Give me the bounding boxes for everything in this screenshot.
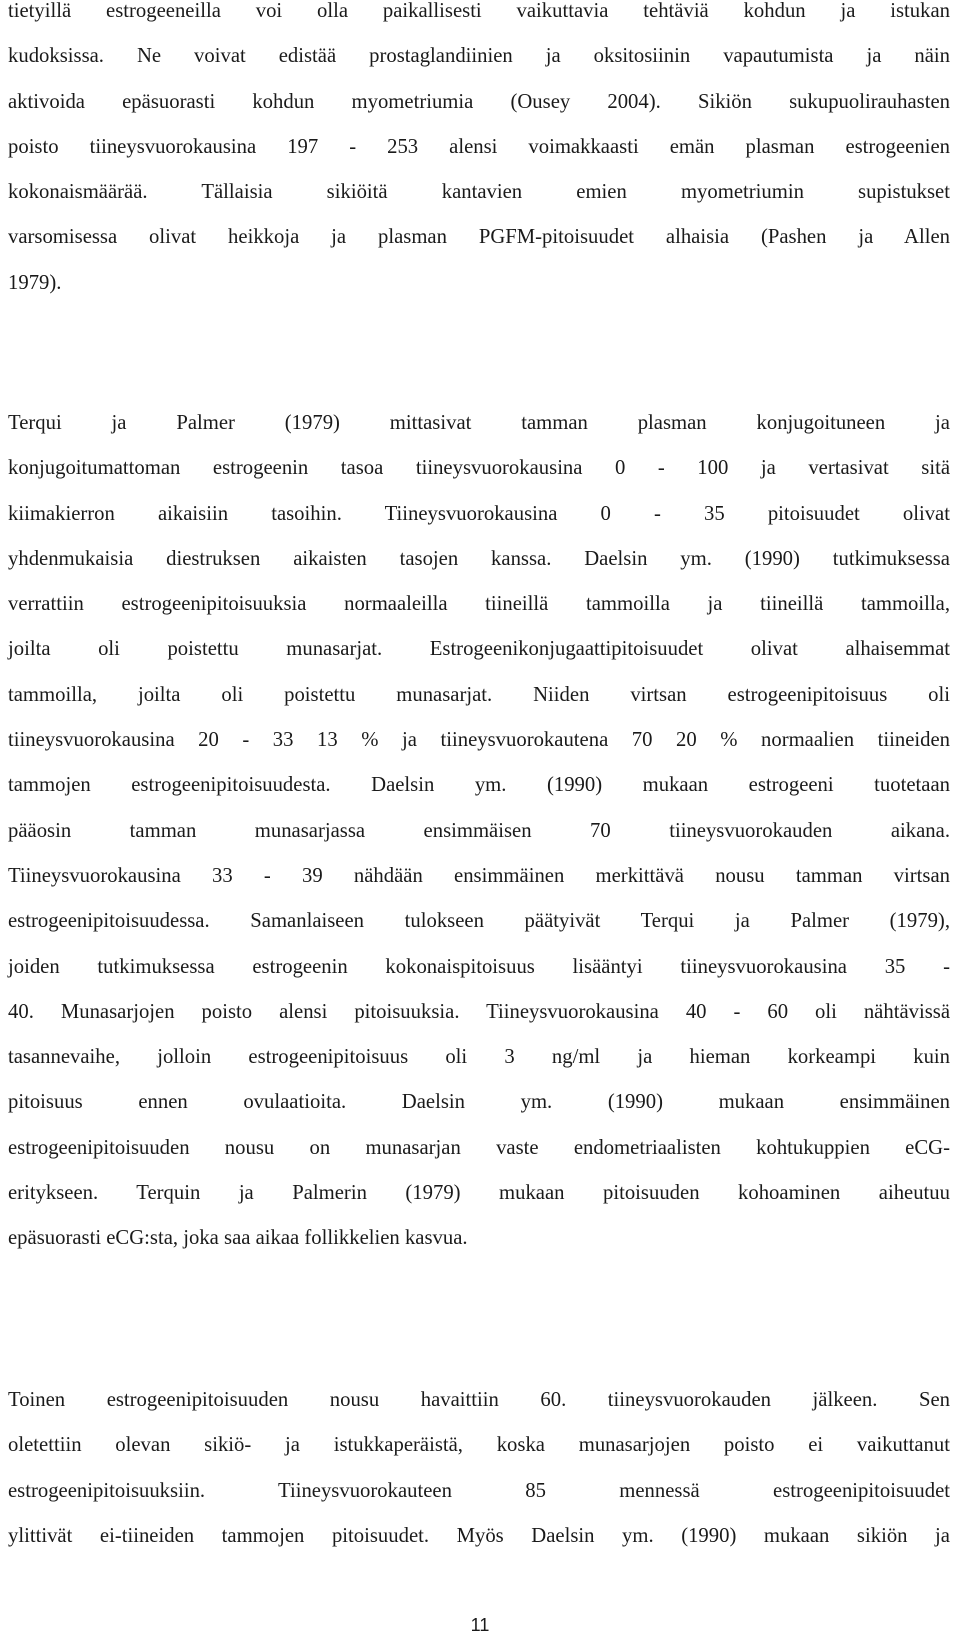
text-line: varsomisessa olivat heikkoja ja plasman PGFM-pitoisuudet alhaisia (Pashen ja Allen [8, 226, 950, 249]
text-line: Toinen estrogeenipitoisuuden nousu havaittiin 60. tiineysvuorokauden jälkeen. Sen [8, 1389, 950, 1411]
text-line: yhdenmukaisia diestruksen aikaisten tasojen kanssa. Daelsin ym. (1990) tutkimuksessa [8, 547, 950, 570]
paragraph-1 [8, 0, 950, 306]
text-line: ylittivät ei-tiineiden tammojen pitoisuudet. Myös Daelsin ym. (1990) mukaan sikiön ja [8, 1524, 950, 1547]
text-line: pääosin tamman munasarjassa ensimmäisen 70 tiineysvuorokauden aikana. [8, 819, 950, 842]
text-line: epäsuorasti eCG:sta, joka saa aikaa follikkelien kasvua. [8, 1227, 468, 1250]
text-line: tietyillä estrogeeneilla voi olla paikallisesti vaikuttavia tehtäviä kohdun ja istukan [8, 0, 950, 22]
text-line: aktivoida epäsuorasti kohdun myometriumia (Ousey 2004). Sikiön sukupuolirauhasten [8, 90, 950, 113]
text-line: oletettiin olevan sikiö- ja istukkaperäistä, koska munasarjojen poisto ei vaikuttanut [8, 1434, 950, 1457]
text-line: estrogeenipitoisuuden nousu on munasarjan vaste endometriaalisten kohtukuppien eCG- [8, 1136, 950, 1159]
text-line: estrogeenipitoisuudessa. Samanlaiseen tulokseen päätyivät Terqui ja Palmer (1979), [8, 910, 950, 933]
paragraph-2 [8, 401, 950, 1262]
text-line: estrogeenipitoisuuksiin. Tiineysvuorokauteen 85 mennessä estrogeenipitoisuudet [8, 1479, 950, 1502]
text-line: kokonaismäärää. Tällaisia sikiöitä kantavien emien myometriumin supistukset [8, 181, 950, 204]
text-line: pitoisuus ennen ovulaatioita. Daelsin ym. (1990) mukaan ensimmäinen [8, 1091, 950, 1114]
text-line: konjugoitumattoman estrogeenin tasoa tiineysvuorokausina 0 - 100 ja vertasivat sitä [8, 457, 950, 480]
text-line: poisto tiineysvuorokausina 197 - 253 alensi voimakkaasti emän plasman estrogeenien [8, 135, 950, 158]
text-line: Terqui ja Palmer (1979) mittasivat tamman plasman konjugoituneen ja [8, 412, 950, 434]
text-line: joilta oli poistettu munasarjat. Estrogeenikonjugaattipitoisuudet olivat alhaisemmat [8, 638, 950, 661]
text-line: eritykseen. Terquin ja Palmerin (1979) mukaan pitoisuuden kohoaminen aiheutuu [8, 1182, 950, 1205]
text-line: tammojen estrogeenipitoisuudesta. Daelsin ym. (1990) mukaan estrogeeni tuotetaan [8, 774, 950, 797]
text-line: 1979). [8, 271, 62, 294]
text-line: 40. Munasarjojen poisto alensi pitoisuuksia. Tiineysvuorokausina 40 - 60 oli nähtävissä [8, 1000, 950, 1023]
text-line: tammoilla, joilta oli poistettu munasarjat. Niiden virtsan estrogeenipitoisuus oli [8, 683, 950, 706]
text-line: Tiineysvuorokausina 33 - 39 nähdään ensimmäinen merkittävä nousu tamman virtsan [8, 864, 950, 887]
text-line: verrattiin estrogeenipitoisuuksia normaaleilla tiineillä tammoilla ja tiineillä tammoilla, [8, 593, 950, 616]
text-line: tasannevaihe, jolloin estrogeenipitoisuus oli 3 ng/ml ja hieman korkeampi kuin [8, 1046, 950, 1069]
page-number: 11 [470, 1615, 490, 1635]
text-line: kudoksissa. Ne voivat edistää prostaglandiinien ja oksitosiinin vapautumista ja näin [8, 45, 950, 68]
text-line: kiimakierron aikaisiin tasoihin. Tiineysvuorokausina 0 - 35 pitoisuudet olivat [8, 502, 950, 525]
text-line: joiden tutkimuksessa estrogeenin kokonaispitoisuus lisääntyi tiineysvuorokausina 35 - [8, 955, 950, 978]
paragraph-3 [8, 1378, 950, 1559]
text-line: tiineysvuorokausina 20 - 33 13 % ja tiineysvuorokautena 70 20 % normaalien tiineiden [8, 729, 950, 752]
